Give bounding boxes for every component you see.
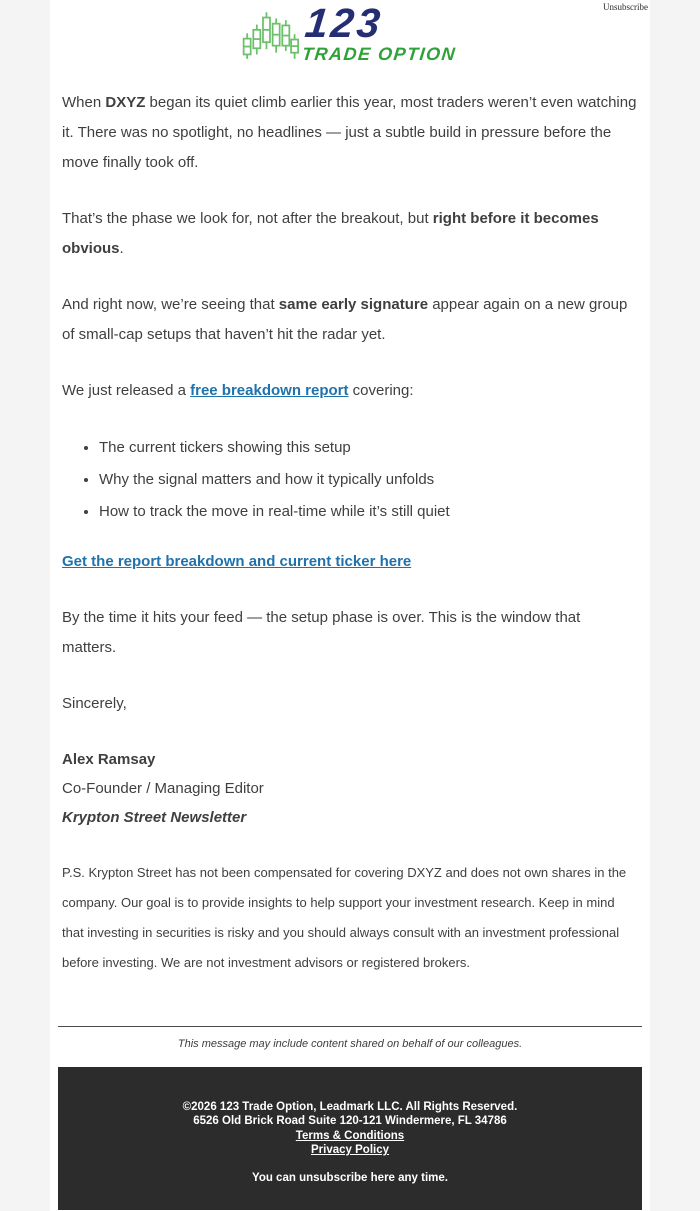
paragraph-text: And right now, we’re seeing that	[62, 295, 279, 313]
paragraph-window: By the time it hits your feed — the setup phase is over. This is the window that matters.	[62, 608, 581, 656]
cta-line	[62, 547, 638, 577]
signature-title: Co-Founder / Managing Editor	[62, 779, 264, 797]
get-report-link[interactable]: Get the report breakdown and current ticker here	[62, 552, 412, 570]
ps-disclaimer: P.S. Krypton Street has not been compensated for covering DXYZ and does not own shares in the company. Our goal is to provide insights to help support your investment research. Keep in mind that investing in securities is risky and you should always consult with an investment professional before investing. We are not investment advisors or registered brokers.	[62, 864, 627, 970]
emphasis-text: right before it becomes obvious	[62, 209, 599, 257]
logo-name: TRADE OPTION	[301, 43, 458, 64]
signature-name: Alex Ramsay	[62, 750, 156, 768]
privacy-link[interactable]: Privacy Policy	[311, 1144, 389, 1157]
signature-block	[62, 745, 638, 832]
footer-links	[78, 1129, 622, 1158]
email-header	[50, 0, 650, 67]
paragraph-phase	[62, 204, 638, 264]
list-item: • The current tickers showing this setup	[99, 432, 638, 464]
paragraph-signature-signal	[62, 290, 638, 350]
paragraph-text: began its quiet climb earlier this year, most traders weren’t even watching it. There was no spotlight, no headlines — just a subtle build in pressure before the move finally took off.	[62, 93, 637, 171]
footer-unsubscribe-note: You can unsubscribe here any time.	[252, 1171, 448, 1184]
footer-copyright: ©2026 123 Trade Option, Leadmark LLC. All Rights Reserved.	[182, 1100, 518, 1113]
list-item: • How to track the move in real-time while it’s still quiet	[99, 496, 638, 528]
candlestick-chart-icon	[241, 10, 299, 62]
paragraph-text: When	[62, 93, 106, 111]
paragraph-text: covering:	[348, 381, 414, 399]
terms-link[interactable]: Terms & Conditions	[295, 1129, 405, 1142]
email-footer	[58, 1067, 642, 1210]
paragraph-sincerely: Sincerely,	[62, 694, 127, 712]
emphasis-text: same early signature	[278, 295, 429, 313]
colleague-note: This message may include content shared on behalf of our colleagues.	[177, 1037, 523, 1050]
signature-newsletter: Krypton Street Newsletter	[62, 808, 247, 826]
unsubscribe-link[interactable]: Unsubscribe	[603, 2, 648, 12]
paragraph-text: That’s the phase we look for, not after the breakout, but	[62, 209, 433, 227]
ticker-symbol: DXYZ	[105, 93, 146, 111]
paragraph-text: We just released a	[62, 381, 191, 399]
logo-number: 123	[303, 0, 386, 46]
footer-divider	[58, 1026, 642, 1027]
brand-logo	[241, 0, 458, 65]
paragraph-intro	[62, 88, 638, 178]
report-bullet-list	[62, 432, 638, 528]
list-item: • Why the signal matters and how it typically unfolds	[99, 464, 638, 496]
brand-logo-text	[301, 0, 461, 65]
free-report-link[interactable]: free breakdown report	[190, 381, 349, 399]
paragraph-text: .	[119, 239, 124, 257]
paragraph-report	[62, 376, 638, 406]
footer-address: 6526 Old Brick Road Suite 120-121 Windermere, FL 34786	[193, 1115, 507, 1128]
email-container	[50, 0, 650, 1211]
email-body	[50, 67, 650, 978]
paragraph-text: appear again on a new group of small-cap setups that haven’t hit the radar yet.	[62, 295, 628, 343]
